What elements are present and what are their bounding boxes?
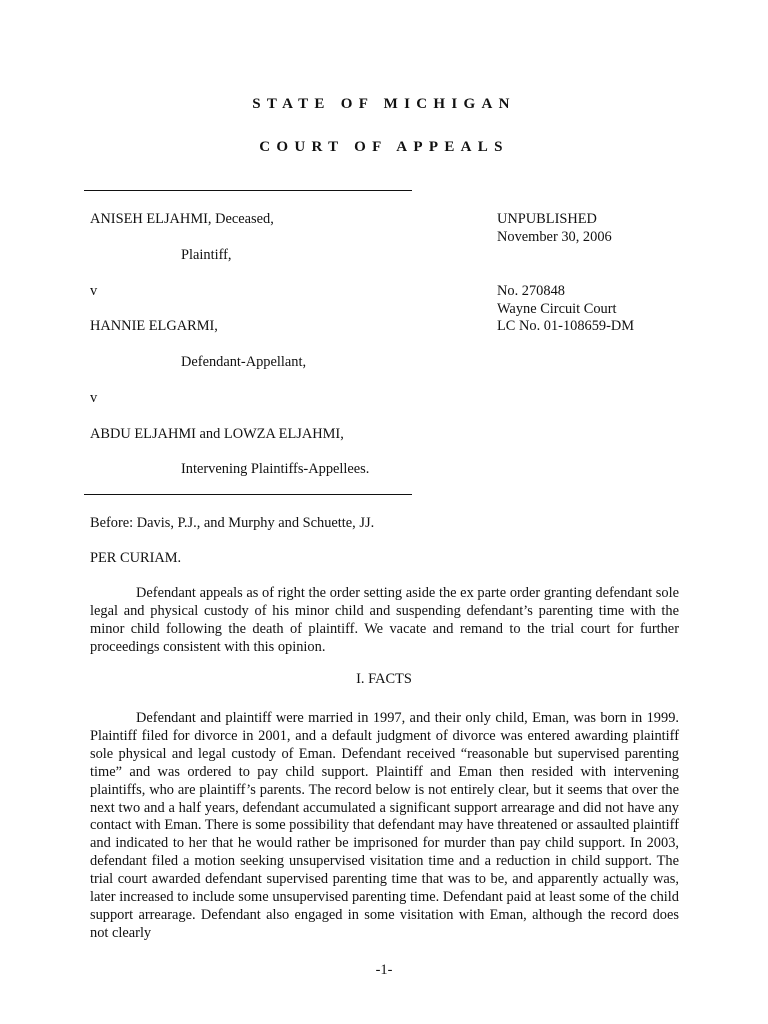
versus-1: v <box>90 283 98 299</box>
per-curiam: PER CURIAM. <box>90 550 182 566</box>
state-title: STATE OF MICHIGAN <box>252 96 516 112</box>
party-defendant-name: HANNIE ELGARMI, <box>90 318 218 334</box>
facts-paragraph <box>90 710 679 943</box>
lower-court: Wayne Circuit Court <box>497 301 617 317</box>
intro-paragraph-text: Defendant appeals as of right the order setting aside the ex parte order granting defendant sole legal and physical custody of his minor child and suspending defendant’s parenting time with the minor child following the death of plaintiff. We vacate and remand to the trial court for further proceedings consistent with this opinion. <box>90 585 679 655</box>
publication-status: UNPUBLISHED <box>497 211 597 227</box>
party-intervenors-name: ABDU ELJAHMI and LOWZA ELJAHMI, <box>90 426 344 442</box>
facts-paragraph-text: Defendant and plaintiff were married in 1997, and their only child, Eman, was born in 1999. Plaintiff filed for divorce in 2001, and a default judgment of divorce was entered awarding plaintiff sole physical and legal custody of Eman. Defendant received “reasonable but supervised parenting time” and was ordered to pay child support. Plaintiff and Eman then resided with intervening plaintiffs, who are plaintiff’s parents. The record below is not entirely clear, but it seems that over the next two and a half years, defendant accumulated a significant support arrearage and did not have any contact with Eman. There is some possibility that defendant may have threatened or assaulted plaintiff and indicated to her that he would rather be imprisoned for murder than pay child support. In 2003, defendant filed a motion seeking unsupervised visitation time and a reduction in child support. The trial court awarded defendant supervised parenting time that was to be, and apparently actually was, later increased to include some unsupervised parenting time. Defendant paid at least some of the child support arrearage. Defendant also engaged in some visitation with Eman, although the record does not clearly <box>90 710 679 941</box>
versus-2: v <box>90 390 98 406</box>
page-number: -1- <box>375 962 393 978</box>
section-heading-facts: I. FACTS <box>356 671 412 687</box>
intro-paragraph <box>90 585 679 657</box>
panel-line: Before: Davis, P.J., and Murphy and Schuette, JJ. <box>90 515 375 531</box>
party-plaintiff-role: Plaintiff, <box>181 247 232 263</box>
court-title: COURT OF APPEALS <box>259 139 509 155</box>
lower-court-number: LC No. 01-108659-DM <box>497 318 635 334</box>
decision-date: November 30, 2006 <box>497 229 612 245</box>
party-plaintiff-name: ANISEH ELJAHMI, Deceased, <box>90 211 274 227</box>
party-intervenors-role: Intervening Plaintiffs-Appellees. <box>181 461 370 477</box>
party-defendant-role: Defendant-Appellant, <box>181 354 307 370</box>
docket-number: No. 270848 <box>497 283 565 299</box>
caption-top-rule <box>84 190 412 191</box>
caption-bottom-rule <box>84 494 412 495</box>
